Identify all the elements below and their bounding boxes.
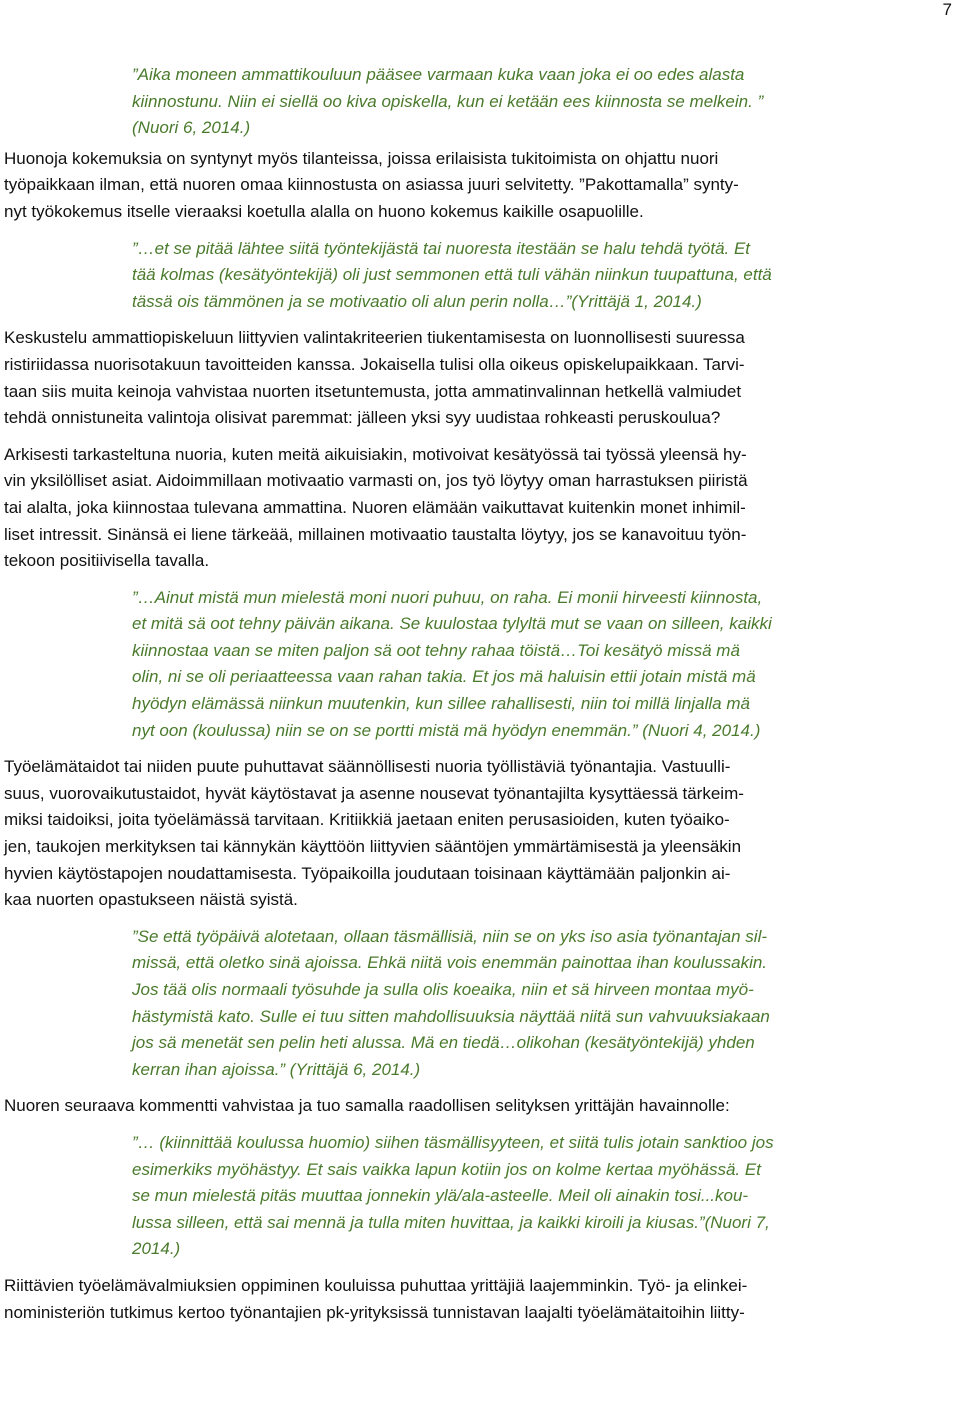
quote-yrittaja-1: ”…et se pitää lähtee siitä työntekijästä tai nuoresta itestään se halu tehdä työtä. Et tää kolmas (kesätyöntekijä) oli just semmonen että tuli vähän niinkun tuupattuna, että tässä ois tämmönen ja se motivaatio oli alun perin nolla…”(Yrittäjä 1, 2014.) <box>132 238 772 311</box>
paragraph-huonoja-kokemuksia: Huonoja kokemuksia on syntynyt myös tilanteissa, joissa erilaisista tukitoimista on ohjattu nuori työpaikkaan ilman, että nuoren omaa kiinnostusta on asiassa juuri selvitetty. ”Pakottamalla” synty- nyt työkokemus itselle vieraaksi koetulla alalla on huono kokemus kaikille osapuolille. <box>4 148 739 221</box>
page-number: 7 <box>942 0 952 19</box>
quote-nuori-6: ”Aika moneen ammattikouluun pääsee varmaan kuka vaan joka ei oo edes alasta kiinnostunu. Niin ei siellä oo kiva opiskella, kun ei ketään ees kiinnosta se melkein. ” (Nuori 6, 2014.) <box>132 65 764 138</box>
page-content <box>4 62 952 1336</box>
paragraph-motivaatio: Arkisesti tarkasteltuna nuoria, kuten meitä aikuisiakin, motivoivat kesätyössä tai työssä yleensä hy- vin yksilölliset asiat. Aidoimmillaan motivaatio varmasti on, jos työ löytyy oman harrastuksen piiristä tai alalta, joka kiinnostaa tulevana ammattina. Nuoren elämään vaikuttavat kuitenkin monet inhimil- liset intressit. Sinänsä ei liene tärkeää, millainen motivaatio taustalta löytyy, jos se kanavoituu työn- tekoon positiivisella tavalla. <box>4 444 748 571</box>
paragraph-tyoelamataidot: Työelämätaidot tai niiden puute puhuttavat säännöllisesti nuoria työllistäviä työnantajia. Vastuulli- suus, vuorovaikutustaidot, hyvät käytöstavat ja asenne nousevat työnantajilta kysyttäessä tärkeim- miksi taidoiksi, joita työelämässä tarvitaan. Kritiikkiä jaetaan eniten perusasioiden, kuten työaiko- jen, taukojen merkityksen tai kännykän käyttöön liittyvien sääntöjen ymmärtämisestä ja yleensäkin hyvien käytöstapojen noudattamisesta. Työpaikoilla joudutaan toisinaan käyttämään paljonkin ai- kaa nuorten opastukseen näistä syistä. <box>4 757 744 910</box>
quote-nuori-4: ”…Ainut mistä mun mielestä moni nuori puhuu, on raha. Ei monii hirveesti kiinnosta, et mitä sä oot tehny päivän aikana. Se kuulostaa tylyltä mut se vaan on silleen, kaikki kiinnostaa vaan se miten paljon sä oot tehny rahaa töistä…Toi kesätyö missä mä olin, ni se oli periaatteessa vaan rahan takia. Et jos mä haluisin ettii jotain mistä mä hyödyn elämässä niinkun muutenkin, kun sillee rahallisesti, niin toi millä linjalla mä nyt oon (koulussa) niin se on se portti mistä mä hyödyn enemmän.” (Nuori 4, 2014.) <box>132 587 772 740</box>
quote-yrittaja-6: ”Se että työpäivä alotetaan, ollaan täsmällisiä, niin se on yks iso asia työnantajan sil- missä, että oletko sinä ajoissa. Ehkä niitä vois enemmän painottaa ihan koulussakin. Jos tää olis normaali työsuhde ja sulla olis koeaika, niin et sä hirveen montaa myö- hästymistä kato. Sulle ei tuu sitten mahdollisuuksia näyttää niitä sun vahvuuksiakaan jos sä menetät sen pelin heti alussa. Mä en tiedä…olikohan (kesätyöntekijä) yhden kerran ihan ajoissa.” (Yrittäjä 6, 2014.) <box>132 926 770 1079</box>
quote-nuori-7: ”… (kiinnittää koulussa huomio) siihen täsmällisyyteen, et siitä tulis jotain sanktioo jos esimerkiks myöhästyy. Et sais vaikka lapun kotiin jos on kolme kertaa myöhässä. Et se mun mielestä pitäs muuttaa jonnekin ylä/ala-asteelle. Meil oli ainakin tosi...kou- lussa silleen, että sai mennä ja tulla miten huvittaa, ja kaikki kiroili ja kiusas.”(Nuori 7, 2014.) <box>132 1132 774 1259</box>
paragraph-nuoren-kommentti: Nuoren seuraava kommentti vahvistaa ja tuo samalla raadollisen selityksen yrittäjän havainnolle: <box>4 1096 730 1116</box>
paragraph-tyoelamavalmiudet: Riittävien työelämävalmiuksien oppiminen kouluissa puhuttaa yrittäjiä laajemminkin. Työ- ja elinkei- noministeriön tutkimus kertoo työnantajien pk-yrityksissä tunnistavan laajalti työelämätaitoihin liitty- <box>4 1275 748 1322</box>
paragraph-valintakriteerit: Keskustelu ammattiopiskeluun liittyvien valintakriteerien tiukentamisesta on luonnollisesti suuressa ristiriidassa nuorisotakuun tavoitteiden kanssa. Jokaisella tulisi olla oikeus opiskelupaikkaan. Tarvi- taan siis muita keinoja vahvistaa nuorten itsetuntemusta, jotta ammatinvalinnan hetkellä valmiudet tehdä onnistuneita valintoja olisivat paremmat: jälleen yksi syy uudistaa rohkeasti peruskoulua? <box>4 328 745 428</box>
